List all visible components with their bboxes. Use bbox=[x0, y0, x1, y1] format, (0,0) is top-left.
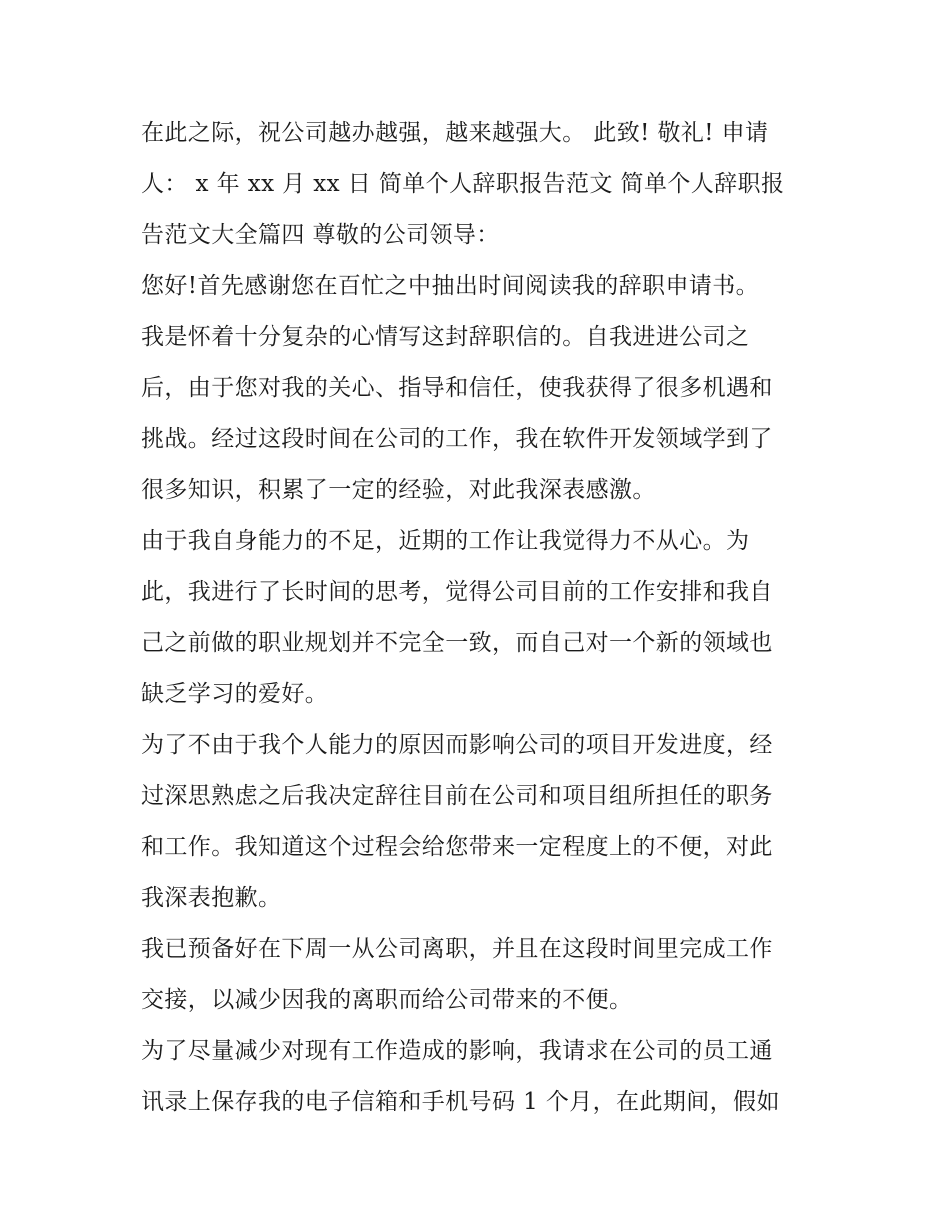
paragraph-closing-and-heading: 在此之际，祝公司越办越强，越来越强大。 此致! 敬礼! 申请 人： x 年 xx 月 xx 日 简单个人辞职报告范文 简单个人辞职报 告范文大全篇四 尊敬的公司领导： bbox=[141, 120, 785, 248]
paragraph-greeting: 您好!首先感谢您在百忙之中抽出时间阅读我的辞职申请书。 bbox=[141, 273, 760, 299]
paragraph-handover: 我已预备好在下周一从公司离职，并且在这段时间里完成工作 交接，以减少因我的离职而给公司带来的不便。 bbox=[141, 936, 773, 1013]
paragraph-decision: 为了不由于我个人能力的原因而影响公司的项目开发进度，经 过深思熟虑之后我决定辞往目前在公司和项目组所担任的职务 和工作。我知道这个过程会给您带来一定程度上的不便，对此 我深表抱歉。 bbox=[141, 732, 773, 911]
document-body bbox=[141, 108, 821, 1128]
paragraph-gratitude: 我是怀着十分复杂的心情写这封辞职信的。自我进进公司之 后，由于您对我的关心、指导和信任，使我获得了很多机遇和 挑战。经过这段时间在公司的工作，我在软件开发领域学到了 很多知识，积累了一定的经验，对此我深表感激。 bbox=[141, 324, 773, 503]
paragraph-contact-request: 为了尽量减少对现有工作造成的影响，我请求在公司的员工通 讯录上保存我的电子信箱和手机号码 1 个月，在此期间，假如 bbox=[141, 1038, 780, 1115]
paragraph-reason: 由于我自身能力的不足，近期的工作让我觉得力不从心。为 此，我进行了长时间的思考，觉得公司目前的工作安排和我自 己之前做的职业规划并不完全一致，而自己对一个新的领域也 缺乏学习的爱好。 bbox=[141, 528, 773, 707]
